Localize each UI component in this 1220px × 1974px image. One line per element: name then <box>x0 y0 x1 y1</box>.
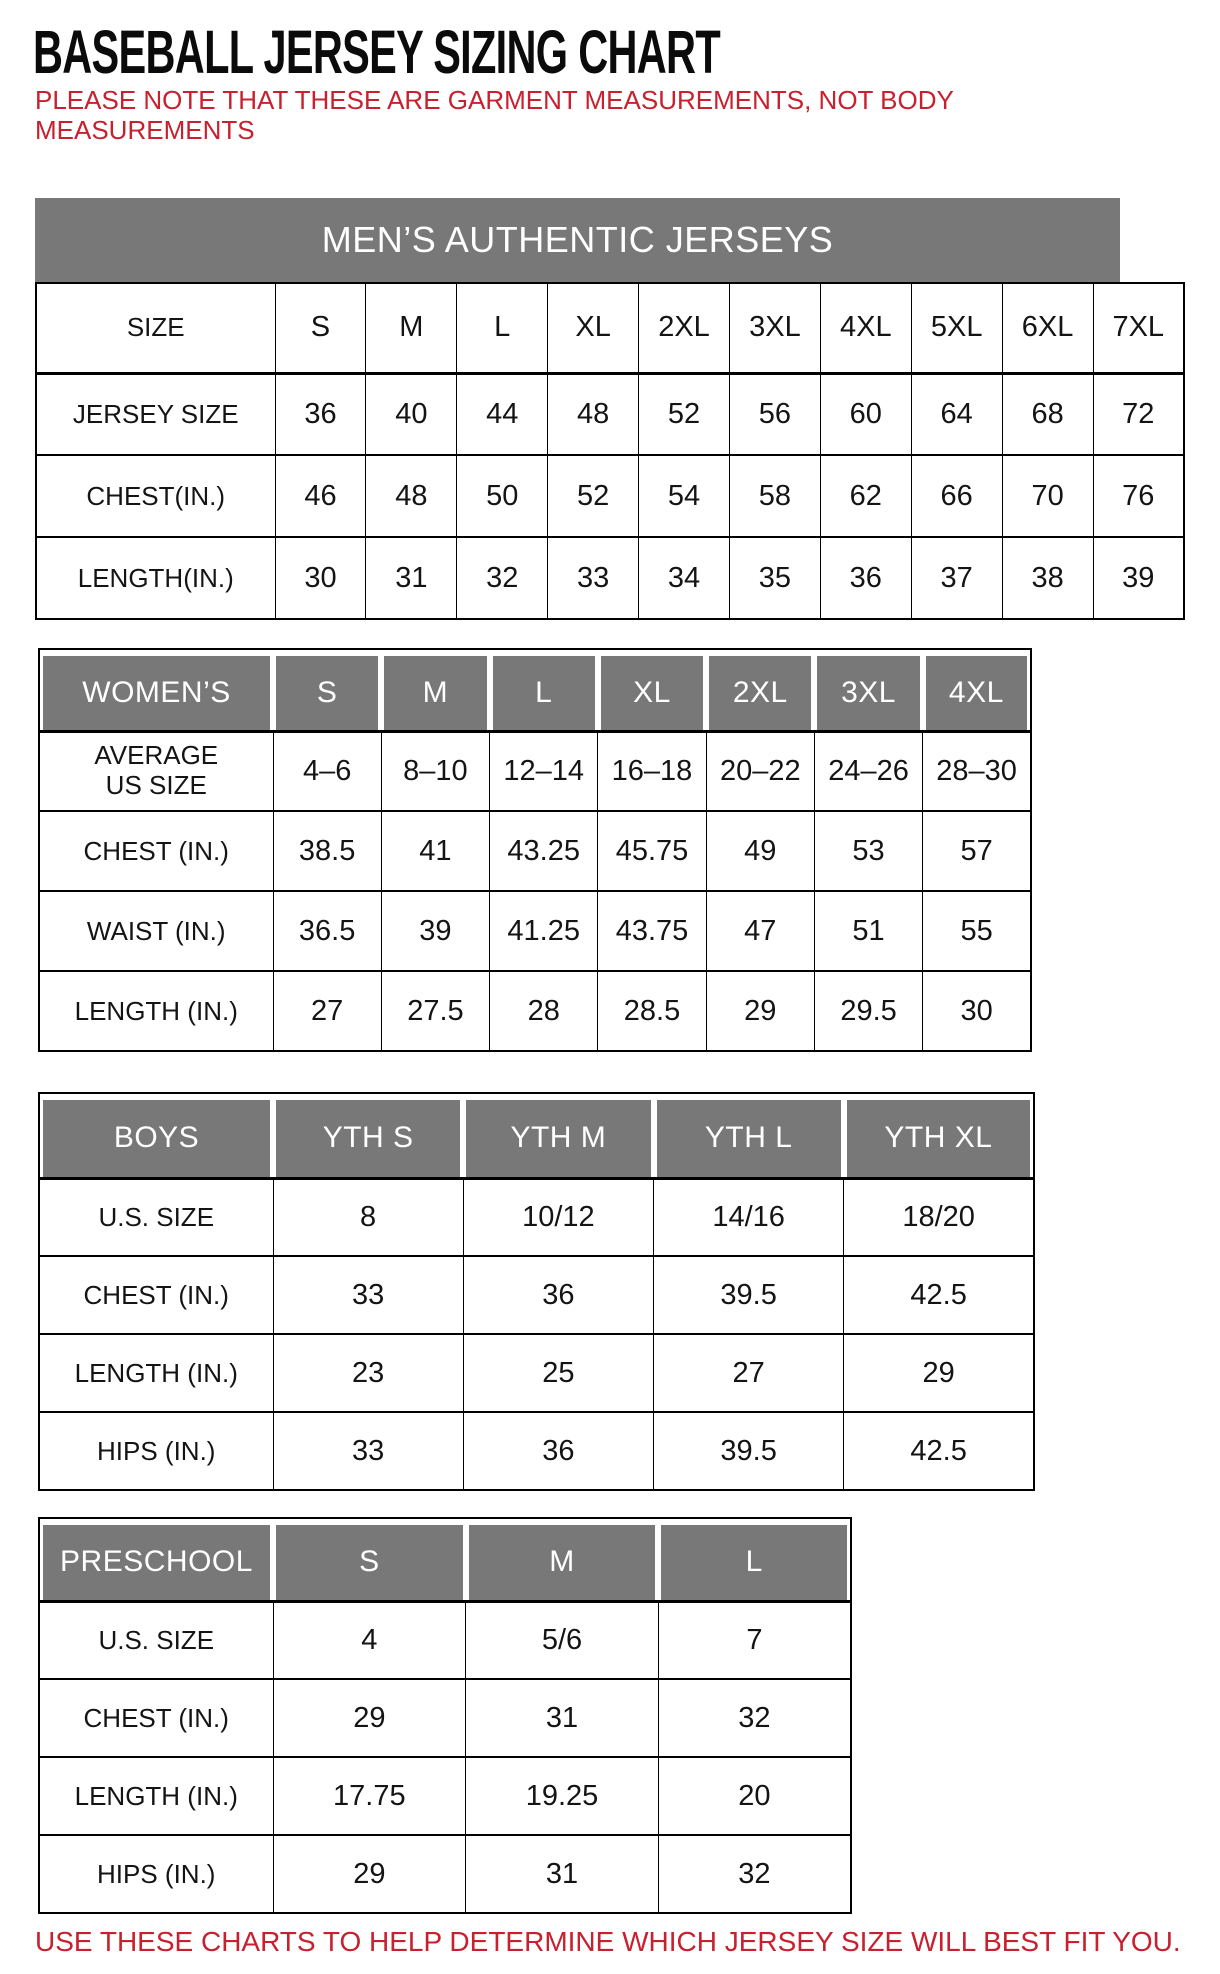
header-label-text: M <box>422 675 449 709</box>
size-value-cell: 32 <box>658 1835 851 1913</box>
size-value-cell: 29 <box>844 1334 1034 1412</box>
size-value-cell: 28–30 <box>923 731 1031 811</box>
size-value-cell: 68 <box>1002 373 1093 455</box>
size-value-cell: 8 <box>273 1178 463 1256</box>
header-label-text: YTH S <box>322 1121 414 1154</box>
table-row <box>36 283 1184 373</box>
table-row <box>39 971 1031 1051</box>
table-row <box>39 1256 1034 1334</box>
size-value-cell: 53 <box>814 811 922 891</box>
header-label-text: 3XL <box>841 675 896 709</box>
table-row <box>39 1178 1034 1256</box>
garment-measurements-note: PLEASE NOTE THAT THESE ARE GARMENT MEASUREMENTS, NOT BODY MEASUREMENTS <box>35 85 954 145</box>
row-label-text: LENGTH (IN.) <box>74 995 238 1026</box>
size-value-cell: 72 <box>1093 373 1184 455</box>
size-value-cell: 19.25 <box>466 1757 659 1835</box>
footer-note: USE THESE CHARTS TO HELP DETERMINE WHICH JERSEY SIZE WILL BEST FIT YOU. <box>35 1926 1181 1957</box>
column-header <box>658 1518 851 1601</box>
table-row <box>39 731 1031 811</box>
size-value-cell: 7 <box>658 1601 851 1679</box>
size-value-cell: 50 <box>457 455 548 537</box>
size-value-cell: M <box>366 283 457 373</box>
column-header <box>463 1093 653 1178</box>
row-label-text: CHEST (IN.) <box>83 1702 229 1733</box>
row-label <box>39 1601 273 1679</box>
table-row <box>39 1601 851 1679</box>
column-header <box>814 649 922 731</box>
size-value-cell: 29 <box>273 1679 466 1757</box>
mens-table-banner <box>35 198 1120 282</box>
size-value-cell: 36.5 <box>273 891 381 971</box>
size-value-cell: 12–14 <box>490 731 598 811</box>
size-value-cell: 8–10 <box>381 731 489 811</box>
column-header <box>490 649 598 731</box>
size-value-cell: 43.25 <box>490 811 598 891</box>
row-label-text: LENGTH (IN.) <box>74 1357 238 1388</box>
size-value-cell: 5/6 <box>466 1601 659 1679</box>
row-label-text: LENGTH(IN.) <box>77 562 234 593</box>
size-value-cell: 29 <box>273 1835 466 1913</box>
column-header <box>39 649 273 731</box>
size-value-cell: 39.5 <box>654 1412 844 1490</box>
size-value-cell: 36 <box>275 373 366 455</box>
size-value-cell: 64 <box>911 373 1002 455</box>
size-value-cell: 27 <box>273 971 381 1051</box>
table-row <box>39 891 1031 971</box>
size-value-cell: S <box>275 283 366 373</box>
row-label-text: U.S. SIZE <box>98 1201 215 1232</box>
row-label-text: JERSEY SIZE <box>72 398 239 429</box>
row-label-text: HIPS (IN.) <box>97 1435 216 1466</box>
size-value-cell: 70 <box>1002 455 1093 537</box>
size-value-cell: 2XL <box>639 283 730 373</box>
column-header <box>381 649 489 731</box>
row-label-text: HIPS (IN.) <box>97 1858 216 1889</box>
size-value-cell: 30 <box>275 537 366 619</box>
size-value-cell: 20 <box>658 1757 851 1835</box>
row-label <box>39 811 273 891</box>
size-value-cell: 25 <box>463 1334 653 1412</box>
size-value-cell: 5XL <box>911 283 1002 373</box>
preschool-size-table <box>38 1517 852 1914</box>
row-label-text: U.S. SIZE <box>98 1624 215 1655</box>
table-row <box>39 1679 851 1757</box>
header-label-text: WOMEN’S <box>82 675 231 709</box>
column-header <box>466 1518 659 1601</box>
size-value-cell: 41.25 <box>490 891 598 971</box>
size-value-cell: 3XL <box>729 283 820 373</box>
row-label <box>36 455 275 537</box>
row-label <box>36 373 275 455</box>
row-label-text: CHEST(IN.) <box>86 480 226 511</box>
size-value-cell: 55 <box>923 891 1031 971</box>
size-value-cell: 33 <box>548 537 639 619</box>
column-header <box>844 1093 1034 1178</box>
womens-size-table <box>38 648 1032 1052</box>
size-value-cell: 38 <box>1002 537 1093 619</box>
table-row <box>36 537 1184 619</box>
column-header <box>598 649 706 731</box>
size-value-cell: 44 <box>457 373 548 455</box>
size-value-cell: 31 <box>466 1835 659 1913</box>
size-value-cell: 23 <box>273 1334 463 1412</box>
row-label-text: LENGTH (IN.) <box>74 1780 238 1811</box>
size-value-cell: 18/20 <box>844 1178 1034 1256</box>
row-label-text: CHEST (IN.) <box>83 835 229 866</box>
size-value-cell: 37 <box>911 537 1002 619</box>
size-value-cell: 46 <box>275 455 366 537</box>
size-value-cell: 4 <box>273 1601 466 1679</box>
size-value-cell: 56 <box>729 373 820 455</box>
row-label-text: SIZE <box>126 312 185 343</box>
header-label-text: S <box>316 675 338 709</box>
row-label-text: AVERAGE US SIZE <box>94 740 219 801</box>
size-value-cell: 43.75 <box>598 891 706 971</box>
size-value-cell: 28 <box>490 971 598 1051</box>
size-value-cell: 54 <box>639 455 730 537</box>
size-value-cell: 16–18 <box>598 731 706 811</box>
size-value-cell: 36 <box>820 537 911 619</box>
page-title: BASEBALL JERSEY SIZING CHART <box>33 18 720 86</box>
size-value-cell: 51 <box>814 891 922 971</box>
size-value-cell: 60 <box>820 373 911 455</box>
table-header-row <box>39 1093 1034 1178</box>
size-value-cell: 4XL <box>820 283 911 373</box>
size-value-cell: 52 <box>548 455 639 537</box>
size-value-cell: 29.5 <box>814 971 922 1051</box>
column-header <box>273 1093 463 1178</box>
size-value-cell: 28.5 <box>598 971 706 1051</box>
row-label <box>39 1256 273 1334</box>
size-value-cell: 57 <box>923 811 1031 891</box>
size-value-cell: 30 <box>923 971 1031 1051</box>
size-value-cell: 40 <box>366 373 457 455</box>
size-value-cell: 6XL <box>1002 283 1093 373</box>
size-value-cell: 66 <box>911 455 1002 537</box>
row-label <box>39 1757 273 1835</box>
size-value-cell: 33 <box>273 1256 463 1334</box>
header-label-text: L <box>745 1545 763 1578</box>
size-value-cell: 14/16 <box>654 1178 844 1256</box>
size-value-cell: 39 <box>1093 537 1184 619</box>
size-value-cell: 48 <box>548 373 639 455</box>
header-label-text: PRESCHOOL <box>60 1545 253 1578</box>
size-value-cell: XL <box>548 283 639 373</box>
column-header <box>706 649 814 731</box>
column-header <box>39 1093 273 1178</box>
header-label-text: L <box>535 675 553 709</box>
size-value-cell: 62 <box>820 455 911 537</box>
row-label <box>39 731 273 811</box>
size-value-cell: 31 <box>466 1679 659 1757</box>
row-label <box>39 971 273 1051</box>
column-header <box>654 1093 844 1178</box>
table-row <box>36 455 1184 537</box>
header-label-text: XL <box>633 675 671 709</box>
size-value-cell: 52 <box>639 373 730 455</box>
size-value-cell: 4–6 <box>273 731 381 811</box>
table-row <box>39 1835 851 1913</box>
row-label <box>39 1835 273 1913</box>
header-label-text: 2XL <box>732 675 788 709</box>
size-value-cell: 41 <box>381 811 489 891</box>
boys-size-table <box>38 1092 1035 1491</box>
size-value-cell: 42.5 <box>844 1412 1034 1490</box>
header-label-text: YTH M <box>510 1121 607 1154</box>
size-value-cell: 32 <box>658 1679 851 1757</box>
header-label-text: S <box>359 1545 380 1578</box>
size-value-cell: 39 <box>381 891 489 971</box>
table-row <box>39 1334 1034 1412</box>
size-value-cell: 48 <box>366 455 457 537</box>
row-label <box>36 537 275 619</box>
size-value-cell: 38.5 <box>273 811 381 891</box>
header-label-text: YTH XL <box>884 1121 993 1154</box>
size-value-cell: 27.5 <box>381 971 489 1051</box>
size-value-cell: L <box>457 283 548 373</box>
row-label-text: WAIST (IN.) <box>86 915 226 946</box>
column-header <box>39 1518 273 1601</box>
column-header <box>273 649 381 731</box>
mens-size-table <box>35 282 1185 620</box>
row-label <box>39 1178 273 1256</box>
size-value-cell: 35 <box>729 537 820 619</box>
column-header <box>273 1518 466 1601</box>
row-label <box>39 1334 273 1412</box>
size-value-cell: 20–22 <box>706 731 814 811</box>
size-value-cell: 7XL <box>1093 283 1184 373</box>
table-header-row <box>39 649 1031 731</box>
header-label-text: BOYS <box>113 1121 200 1154</box>
size-value-cell: 39.5 <box>654 1256 844 1334</box>
size-value-cell: 27 <box>654 1334 844 1412</box>
column-header <box>923 649 1031 731</box>
table-row <box>39 1412 1034 1490</box>
table-row <box>39 811 1031 891</box>
header-label-text: YTH L <box>704 1121 793 1154</box>
size-value-cell: 34 <box>639 537 730 619</box>
size-value-cell: 42.5 <box>844 1256 1034 1334</box>
size-value-cell: 17.75 <box>273 1757 466 1835</box>
table-header-row <box>39 1518 851 1601</box>
size-value-cell: 36 <box>463 1256 653 1334</box>
row-label <box>39 891 273 971</box>
size-value-cell: 31 <box>366 537 457 619</box>
header-label-text: 4XL <box>948 675 1004 709</box>
size-value-cell: 24–26 <box>814 731 922 811</box>
size-value-cell: 58 <box>729 455 820 537</box>
mens-banner-label: MEN’S AUTHENTIC JERSEYS <box>321 219 834 260</box>
row-label <box>39 1679 273 1757</box>
size-value-cell: 36 <box>463 1412 653 1490</box>
header-label-text: M <box>549 1545 575 1578</box>
row-label-text: CHEST (IN.) <box>83 1279 229 1310</box>
size-value-cell: 32 <box>457 537 548 619</box>
size-value-cell: 49 <box>706 811 814 891</box>
row-label <box>39 1412 273 1490</box>
size-value-cell: 45.75 <box>598 811 706 891</box>
size-value-cell: 10/12 <box>463 1178 653 1256</box>
size-value-cell: 47 <box>706 891 814 971</box>
size-value-cell: 33 <box>273 1412 463 1490</box>
table-row <box>36 373 1184 455</box>
row-label <box>36 283 275 373</box>
table-row <box>39 1757 851 1835</box>
size-value-cell: 76 <box>1093 455 1184 537</box>
size-value-cell: 29 <box>706 971 814 1051</box>
